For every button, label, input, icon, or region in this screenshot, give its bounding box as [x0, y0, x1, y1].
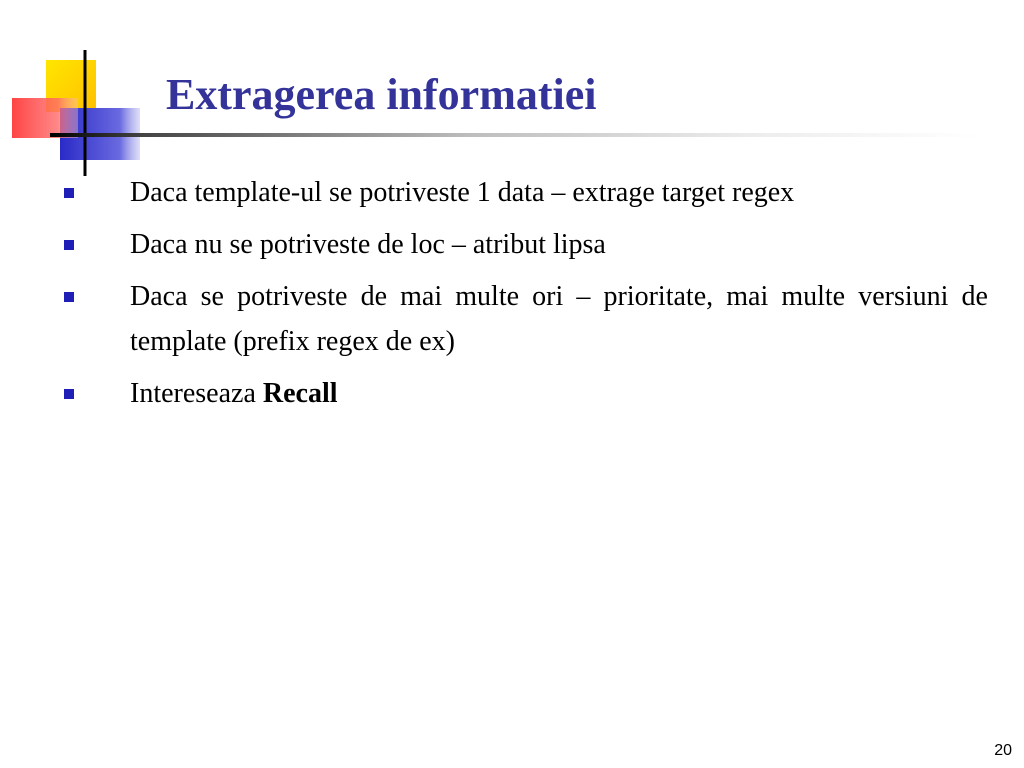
bullet-emphasis: Recall	[262, 378, 338, 409]
bullet-list	[60, 170, 988, 423]
logo-red-square	[12, 98, 78, 138]
square-bullet-icon	[64, 292, 74, 302]
title-underline	[50, 133, 980, 137]
bullet-item	[60, 170, 988, 215]
bullet-text: Daca se potriveste de mai multe ori – prioritate, mai multe versiuni de template (prefix regex de ex)	[130, 281, 988, 357]
square-bullet-icon	[64, 240, 74, 250]
page-number: 20	[994, 742, 1012, 759]
slide-title: Extragerea informatiei	[166, 70, 597, 119]
bullet-text: Intereseaza	[130, 378, 263, 409]
square-bullet-icon	[64, 389, 74, 399]
bullet-item	[60, 274, 988, 364]
bullet-item	[60, 371, 988, 416]
bullet-text: Daca template-ul se potriveste 1 data – extrage target regex	[130, 177, 795, 208]
bullet-item	[60, 222, 988, 267]
bullet-text: Daca nu se potriveste de loc – atribut lipsa	[130, 229, 606, 260]
square-bullet-icon	[64, 188, 74, 198]
color-squares-logo	[10, 48, 150, 178]
